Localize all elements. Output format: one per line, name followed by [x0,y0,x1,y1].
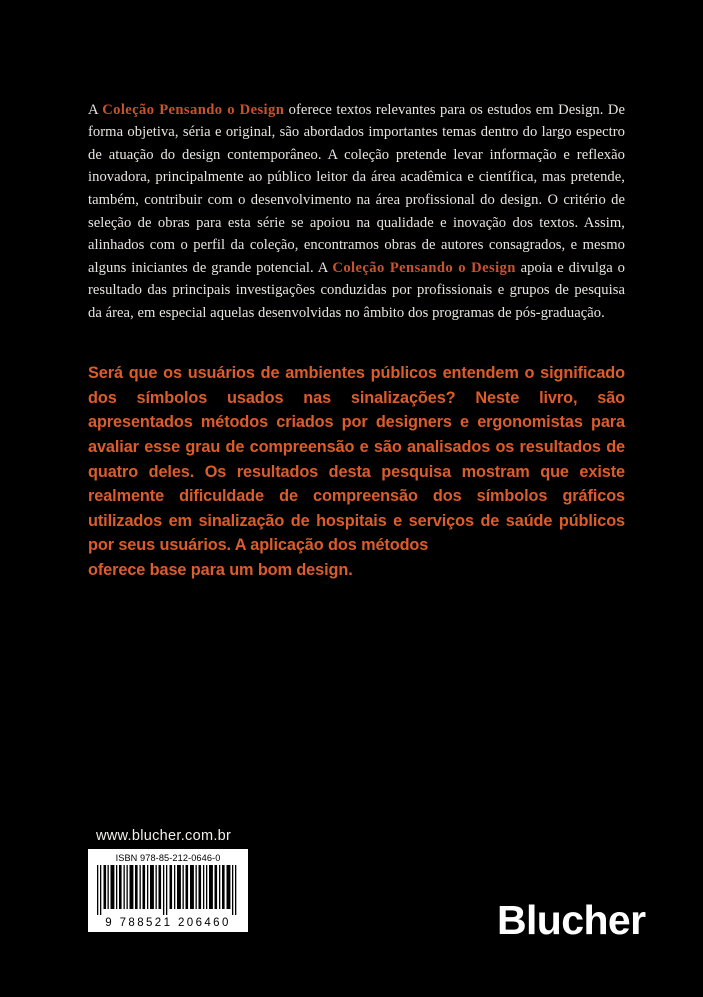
blurb-last-line: oferece base para um bom design. [88,561,353,580]
series-name-second-mention: Coleção Pensando o Design [332,259,516,276]
series-description-paragraph [88,99,625,325]
publisher-logo: Blucher [497,897,646,943]
barcode-digits-label: 9 788521 206460 [105,917,231,929]
intro-text-lead: A [88,101,103,118]
publisher-website-url: www.blucher.com.br [96,828,232,844]
barcode-bars-graphic [95,865,241,915]
isbn-barcode [88,849,248,932]
intro-text-tail: apoia e divulga o resultado das principais investigações conduzidas por profissionais e grupos de pesquisa da área, em especial aquelas desenvolvidas no âmbito dos programas de pós-graduação. [88,259,626,321]
series-name-first-mention: Coleção Pensando o Design [102,101,285,118]
blurb-body-text: Será que os usuários de ambientes públicos entendem o significado dos símbolos usados nas sinalizações? Neste livro, são apresentados métodos criados por designers e ergonomistas para avaliar esse grau de compreensão e são analisados os resultados de quatro deles. Os resultados desta pesquisa mostram que existe realmente dificuldade de compreensão dos símbolos gráficos utilizados em sinalização de hospitais e serviços de saúde públicos por seus usuários. A aplicação dos métodos [88,364,625,555]
isbn-number-label: ISBN 978-85-212-0646-0 [115,853,221,863]
book-blurb-paragraph [88,361,625,582]
intro-text-middle: oferece textos relevantes para os estudos em Design. De forma objetiva, séria e original, são abordados importantes temas dentro do largo espectro de atuação do design contemporâneo. A coleção pretende levar informação e reflexão inovadora, principalmente ao público leitor da área acadêmica e científica, mas pretende, também, contribuir com o desenvolvimento na área profissional do design. O critério de seleção de obras para esta série se apoiou na qualidade e inovação dos textos. Assim, alinhados com o perfil da coleção, encontramos obras de autores consagrados, e mesmo alguns iniciantes de grande potencial. A [88,101,626,276]
